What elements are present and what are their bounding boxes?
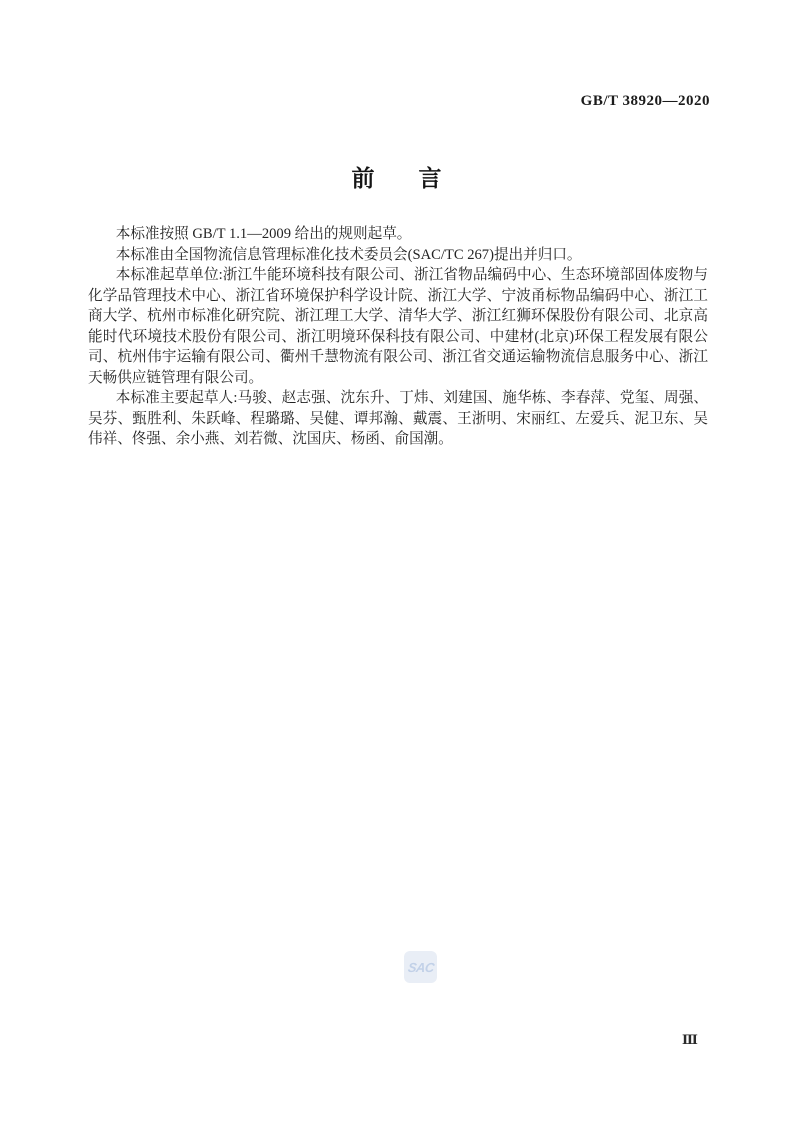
standard-code-header: GB/T 38920—2020 bbox=[580, 93, 710, 109]
page-title-char-right: 言 bbox=[418, 166, 442, 191]
sac-watermark-logo bbox=[404, 951, 437, 983]
foreword-body bbox=[88, 224, 708, 450]
paragraph-drafting-rules: 本标准按照 GB/T 1.1—2009 给出的规则起草。 bbox=[115, 226, 412, 242]
paragraph-drafting-organizations: 本标准起草单位:浙江牛能环境科技有限公司、浙江省物品编码中心、生态环境部固体废物与化学品管理技术中心、浙江省环境保护科学设计院、浙江大学、宁波甬标物品编码中心、浙江工商大学、杭州市标准化研究院、浙江理工大学、清华大学、浙江红狮环保股份有限公司、北京高能时代环境技术股份有限公司、浙江明境环保科技有限公司、中建材(北京)环保工程发展有限公司、杭州伟宇运输有限公司、衢州千慧物流有限公司、浙江省交通运输物流信息服务中心、浙江天畅供应链管理有限公司。 bbox=[88, 267, 708, 386]
paragraph-proposing-committee: 本标准由全国物流信息管理标准化技术委员会(SAC/TC 267)提出并归口。 bbox=[115, 246, 582, 263]
page-title bbox=[0, 160, 793, 193]
page-title-char-left: 前 bbox=[351, 166, 375, 191]
page-number: Ⅲ bbox=[682, 1032, 698, 1047]
sac-watermark-text: SAC bbox=[406, 959, 435, 975]
paragraph-main-drafters: 本标准主要起草人:马骏、赵志强、沈东升、丁炜、刘建国、施华栋、李春萍、党玺、周强、吴芬、甄胜利、朱跃峰、程璐璐、吴健、谭邦瀚、戴震、王浙明、宋丽红、左爱兵、泥卫东、吴伟祥、佟强、余小燕、刘若微、沈国庆、杨函、俞国潮。 bbox=[88, 390, 708, 447]
